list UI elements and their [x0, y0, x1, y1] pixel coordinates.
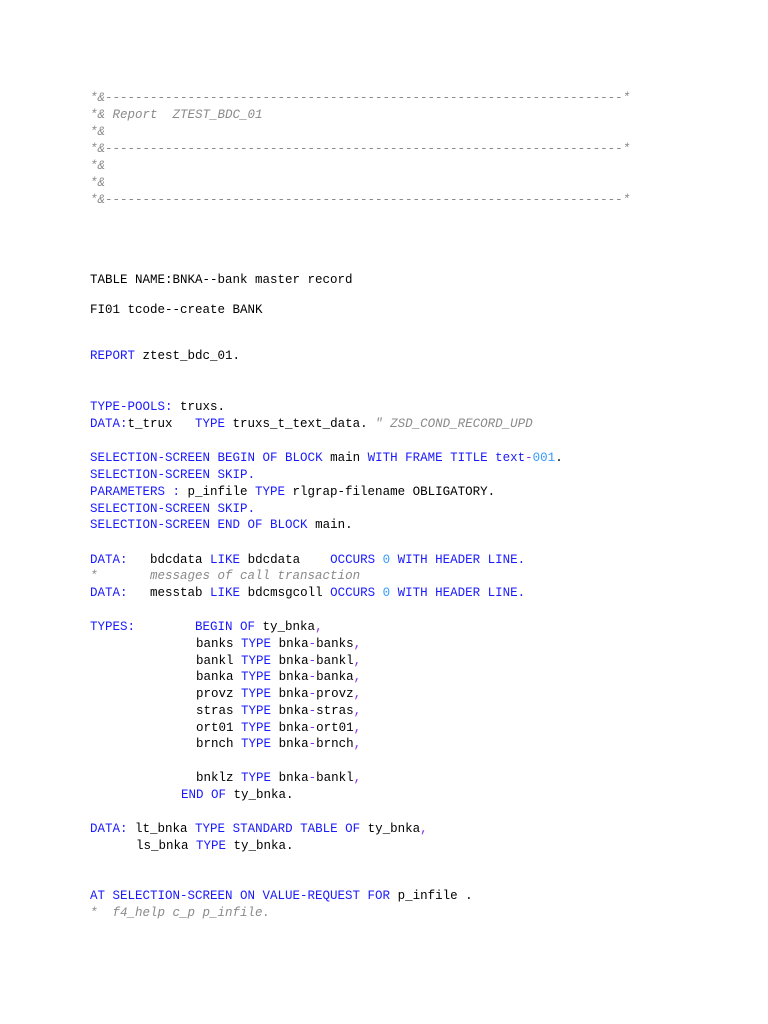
keyword: OCCURS — [330, 586, 376, 600]
keyword: DATA: — [90, 553, 128, 567]
identifier: ls_bnka — [136, 839, 197, 853]
header-comment-line: *& — [90, 176, 106, 190]
comma: , — [420, 822, 428, 836]
keyword: TYPE-POOLS: — [90, 400, 173, 414]
keyword: DATA: — [90, 417, 128, 431]
comment-star: * — [90, 569, 98, 583]
keyword: AT SELECTION-SCREEN ON VALUE-REQUEST FOR — [90, 889, 391, 903]
comma: , — [353, 721, 362, 735]
field-name: provz — [196, 687, 234, 701]
field-name: bankl — [196, 654, 234, 668]
ref-field: provz — [316, 687, 354, 701]
keyword: BEGIN OF BLOCK — [217, 451, 323, 465]
keyword: LIKE — [210, 586, 241, 600]
ref-table: bnka — [278, 737, 309, 751]
keyword: WITH FRAME TITLE — [367, 451, 488, 465]
header-comment-line: *& — [90, 125, 106, 139]
type-field-row — [196, 687, 361, 702]
ref-field: banka — [316, 670, 354, 684]
keyword: TYPE — [241, 654, 272, 668]
identifier: bdcdata — [240, 553, 331, 567]
comma: , — [353, 737, 362, 751]
comment-text: f4_help c_p p_infile. — [97, 906, 271, 920]
keyword: TYPE — [195, 822, 226, 836]
field-name: bnklz — [196, 771, 234, 785]
ref-field: brnch — [316, 737, 354, 751]
identifier: ty_bnka — [226, 839, 287, 853]
ref-field: stras — [316, 704, 354, 718]
identifier: bdcdata — [150, 553, 211, 567]
ref-table: bnka — [278, 687, 309, 701]
types-begin-statement — [90, 620, 323, 635]
data-ls-bnka-statement — [136, 839, 294, 854]
identifier: p_infile — [180, 485, 256, 499]
period: . — [360, 417, 368, 431]
field-name: banks — [196, 637, 234, 651]
period: . — [232, 349, 241, 363]
operator: - — [308, 737, 317, 751]
selection-screen-end — [90, 518, 353, 533]
keyword: TYPE — [241, 721, 272, 735]
header-comment-line: *&---------------------------------------------------------------------* — [90, 193, 631, 207]
keyword: OCCURS — [330, 553, 376, 567]
identifier: main — [322, 451, 368, 465]
type-field-row — [196, 670, 361, 685]
period: . — [555, 451, 563, 465]
keyword: SKIP — [217, 468, 248, 482]
report-statement — [90, 349, 240, 364]
data-bdcdata-statement — [90, 553, 525, 568]
ref-table: bnka — [278, 771, 309, 785]
field-name: banka — [196, 670, 234, 684]
type-field-row — [196, 704, 361, 719]
identifier: rlgrap-filename OBLIGATORY. — [285, 485, 496, 499]
keyword: DATA: — [90, 822, 128, 836]
data-messtab-statement — [90, 586, 525, 601]
identifier: truxs — [172, 400, 218, 414]
selection-screen-begin — [90, 451, 563, 466]
number: 0 — [382, 553, 391, 567]
comma: , — [353, 704, 362, 718]
keyword: TYPE — [241, 670, 272, 684]
keyword: SELECTION-SCREEN — [90, 468, 211, 482]
ref-field: banks — [316, 637, 354, 651]
identifier: ty_bnka — [255, 620, 316, 634]
identifier: messtab — [150, 586, 211, 600]
keyword: TYPE — [241, 737, 272, 751]
period: . — [517, 553, 526, 567]
identifier: main — [307, 518, 346, 532]
header-comment-line: *&---------------------------------------------------------------------* — [90, 142, 631, 156]
data-trux-statement — [90, 417, 533, 432]
operator: - — [308, 704, 317, 718]
header-comment-line: *&---------------------------------------------------------------------* — [90, 91, 631, 105]
type-field-row — [196, 737, 361, 752]
keyword: REPORT — [90, 349, 136, 363]
f4-help-comment-line — [90, 906, 270, 921]
inline-comment: ZSD_COND_RECORD_UPD — [382, 417, 533, 431]
identifier: truxs_t_text_data — [225, 417, 361, 431]
types-end-statement — [181, 788, 294, 803]
keyword: PARAMETERS : — [90, 485, 181, 499]
ref-field: bankl — [316, 654, 354, 668]
period: . — [286, 788, 294, 802]
keyword: TYPE — [241, 704, 272, 718]
selection-screen-skip — [90, 502, 255, 517]
operator: - — [308, 771, 317, 785]
keyword: TYPE — [241, 637, 272, 651]
tcode-note: FI01 tcode--create BANK — [90, 303, 263, 317]
ref-field: ort01 — [316, 721, 354, 735]
comma: , — [353, 654, 362, 668]
comment-star: * — [90, 906, 98, 920]
identifier: ty_bnka — [360, 822, 421, 836]
keyword: STANDARD TABLE OF — [232, 822, 361, 836]
data-lt-bnka-statement — [90, 822, 428, 837]
identifier: bdcmsgcoll — [240, 586, 331, 600]
header-comment-line: *& — [90, 159, 106, 173]
ref-table: bnka — [278, 704, 309, 718]
comment-text: messages of call transaction — [150, 569, 361, 583]
identifier: ty_bnka — [226, 788, 287, 802]
type-pools-statement — [90, 400, 225, 415]
messages-comment-line — [90, 569, 360, 584]
period: . — [217, 400, 226, 414]
keyword: text — [495, 451, 526, 465]
field-name: brnch — [196, 737, 234, 751]
keyword: SELECTION-SCREEN — [90, 518, 211, 532]
operator: - — [308, 721, 317, 735]
report-name: ztest_bdc_01 — [135, 349, 233, 363]
keyword: TYPE — [241, 687, 272, 701]
keyword: TYPE — [196, 839, 227, 853]
comma: , — [353, 637, 362, 651]
comma: , — [353, 687, 362, 701]
comma: , — [315, 620, 323, 634]
period: . — [345, 518, 353, 532]
parameters-statement — [90, 485, 495, 500]
header-comment-line: *& Report ZTEST_BDC_01 — [90, 108, 263, 122]
field-name: ort01 — [196, 721, 234, 735]
keyword: TYPE — [255, 485, 286, 499]
field-name: stras — [196, 704, 234, 718]
period: . — [465, 889, 473, 903]
ref-table: bnka — [278, 637, 309, 651]
keyword: END OF BLOCK — [217, 518, 308, 532]
keyword: WITH HEADER LINE — [397, 553, 518, 567]
number: 001 — [532, 451, 556, 465]
operator: - — [525, 451, 533, 465]
keyword: TYPE — [241, 771, 272, 785]
operator: - — [308, 670, 317, 684]
keyword: SELECTION-SCREEN — [90, 451, 211, 465]
keyword: LIKE — [210, 553, 241, 567]
identifier: t_trux — [127, 417, 196, 431]
identifier: p_infile — [390, 889, 466, 903]
identifier: lt_bnka — [127, 822, 196, 836]
type-field-row — [196, 721, 361, 736]
ref-field: bankl — [316, 771, 354, 785]
ref-table: bnka — [278, 670, 309, 684]
comma: , — [353, 771, 362, 785]
period: . — [517, 586, 526, 600]
type-field-row — [196, 654, 361, 669]
keyword: SELECTION-SCREEN — [90, 502, 211, 516]
keyword: END OF — [181, 788, 227, 802]
ref-table: bnka — [278, 654, 309, 668]
period: . — [247, 502, 256, 516]
ref-table: bnka — [278, 721, 309, 735]
keyword: WITH HEADER LINE — [397, 586, 518, 600]
type-field-row — [196, 771, 361, 786]
at-selection-screen-statement — [90, 889, 473, 904]
type-field-row — [196, 637, 361, 652]
operator: - — [308, 687, 317, 701]
keyword: SKIP — [217, 502, 248, 516]
keyword: BEGIN OF — [195, 620, 256, 634]
keyword: TYPE — [195, 417, 226, 431]
comma: , — [353, 670, 362, 684]
keyword: TYPES: — [90, 620, 136, 634]
period: . — [247, 468, 256, 482]
inline-comment-quote: " — [375, 417, 383, 431]
keyword: DATA: — [90, 586, 128, 600]
selection-screen-skip — [90, 468, 255, 483]
number: 0 — [382, 586, 391, 600]
period: . — [286, 839, 294, 853]
operator: - — [308, 637, 317, 651]
table-name-note: TABLE NAME:BNKA--bank master record — [90, 273, 353, 287]
operator: - — [308, 654, 317, 668]
